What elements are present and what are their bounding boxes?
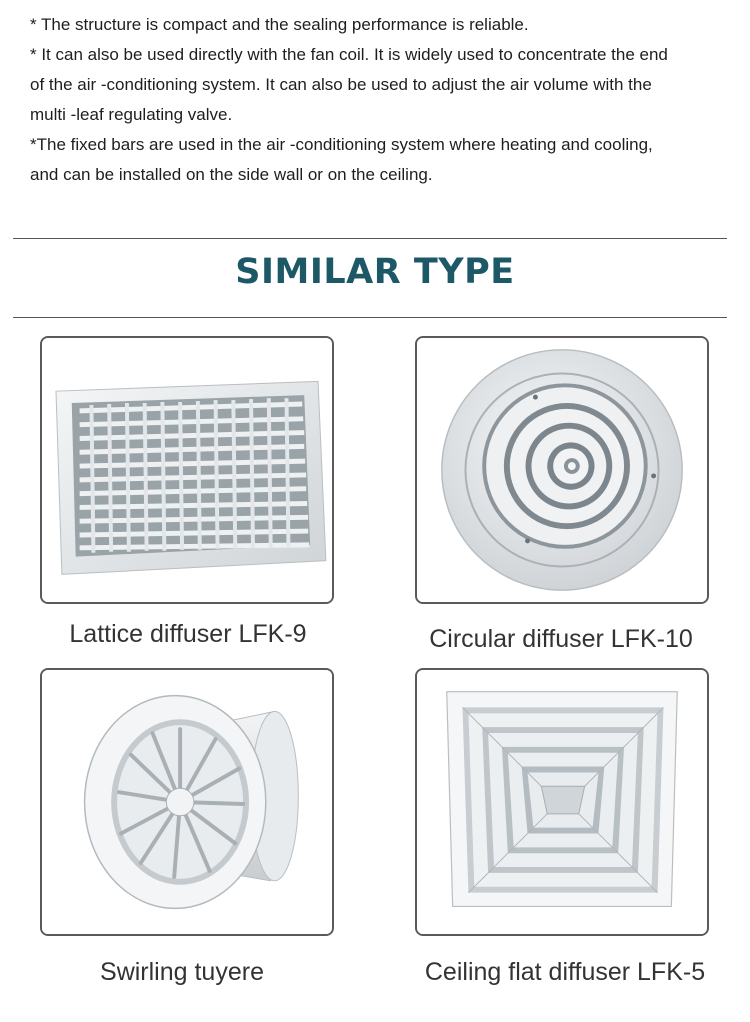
lattice-diffuser-image	[42, 338, 332, 602]
description-line: * The structure is compact and the sealing performance is reliable.	[30, 15, 529, 34]
description-line: of the air -conditioning system. It can also be used to adjust the air volume with the	[30, 75, 652, 94]
section-title: SIMILAR TYPE	[235, 252, 515, 292]
circular-diffuser-image	[417, 338, 707, 602]
description-line: *The fixed bars are used in the air -conditioning system where heating and cooling,	[30, 135, 653, 154]
description-line: * It can also be used directly with the fan coil. It is widely used to concentrate the end	[30, 45, 668, 64]
divider-bottom	[13, 317, 727, 318]
description-line: and can be installed on the side wall or on the ceiling.	[30, 165, 433, 184]
product-description	[30, 10, 730, 190]
swirling-tuyere-image	[42, 670, 332, 934]
ceiling-diffuser-image	[417, 670, 707, 934]
product-card-circular[interactable]	[415, 336, 709, 604]
divider-top	[13, 238, 727, 239]
product-name: Ceiling flat diffuser LFK-5	[424, 958, 706, 986]
product-card-swirl[interactable]	[40, 668, 334, 936]
description-line: multi -leaf regulating valve.	[30, 105, 233, 124]
product-card-lattice[interactable]	[40, 336, 334, 604]
product-name: Swirling tuyere	[100, 958, 264, 986]
product-card-ceiling[interactable]	[415, 668, 709, 936]
product-name: Circular diffuser LFK-10	[429, 625, 693, 653]
product-name: Lattice diffuser LFK-9	[69, 620, 307, 648]
